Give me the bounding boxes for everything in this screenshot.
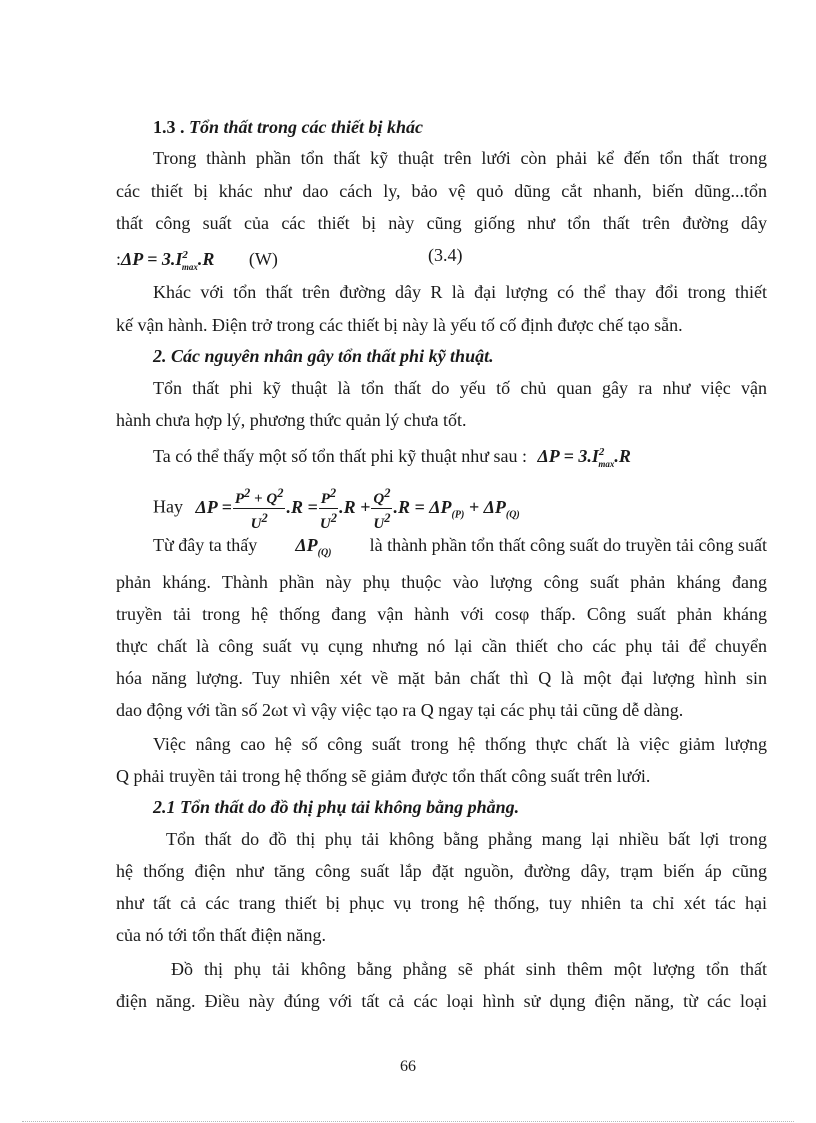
paragraph-line: kế vận hành. Điện trở trong các thiết bị này là yếu tố cố định được chế tạo sẵn.: [116, 315, 683, 335]
section-heading-2: 2. Các nguyên nhân gây tổn thất phi kỹ thuật.: [153, 346, 494, 366]
paragraph-line: của nó tới tổn thất điện năng.: [116, 925, 326, 945]
paragraph-line: Tổn thất phi kỹ thuật là tổn thất do yếu tố chủ quan gây ra như việc vận: [153, 378, 767, 398]
formula-line-3-4: [116, 244, 463, 278]
paragraph-line: truyền tải trong hệ thống đang vận hành với cosφ thấp. Công suất phản kháng: [116, 604, 767, 624]
text-segment: là thành phần tổn thất công suất do truyền tải công suất: [369, 535, 767, 555]
text-segment: Từ đây ta thấy: [153, 535, 258, 555]
paragraph-line: hệ thống điện như tăng công suất lắp đặt nguồn, đường dây, trạm biến áp cũng: [116, 861, 767, 881]
section-heading-2-1: 2.1 Tổn thất do đồ thị phụ tải không bằng phẳng.: [153, 797, 520, 817]
unit-label: (W): [248, 249, 278, 269]
paragraph-line: [153, 534, 767, 565]
paragraph-line: thực chất là công suất vụ cụng nhưng nó lại cần thiết cho các phụ tải để chuyển: [116, 636, 767, 656]
equation-number: (3.4): [428, 245, 463, 265]
formula-intro-text: Ta có thể thấy một số tổn thất phi kỹ thuật như sau :: [153, 446, 527, 466]
paragraph-line: Việc nâng cao hệ số công suất trong hệ thống thực chất là việc giảm lượng: [153, 734, 767, 754]
paragraph-line: Trong thành phần tổn thất kỹ thuật trên lưới còn phải kể đến tổn thất trong: [153, 148, 767, 168]
paragraph-line: điện năng. Điều này đúng với tất cả các loại hình sử dụng điện năng, từ các loại: [116, 991, 767, 1011]
formula-expansion: ΔP = $\frac{P^2 + Q^2}{U^2}$ .R = $\frac{P^2}{U^2}$ .R + $\frac{Q^2}{U^2}$ $.R = \Delta P_{(P)} + \Delta P_{(Q)}$: [195, 486, 520, 532]
paragraph-line: dao động với tần số 2ωt vì vậy việc tạo ra Q ngay tại các phụ tải cũng dễ dàng.: [116, 700, 684, 720]
section-title: Tổn thất trong các thiết bị khác: [189, 117, 424, 137]
colon: :: [116, 249, 122, 269]
formula-loss-power: $\Delta P = 3.I^2_{max}.R$: [537, 446, 631, 469]
paragraph-line: Đồ thị phụ tải không bằng phẳng sẽ phát sinh thêm một lượng tổn thất: [171, 959, 767, 979]
formula-intro-line: [153, 441, 631, 475]
page-number: 66: [400, 1058, 416, 1075]
paragraph-line: hóa năng lượng. Tuy nhiên xét về mặt bản chất thì Q là một đại lượng hình sin: [116, 668, 767, 688]
paragraph-line: Tổn thất do đồ thị phụ tải không bằng phẳng mang lại nhiều bất lợi trong: [166, 829, 767, 849]
paragraph-line: như tất cả các trang thiết bị phục vụ trong hệ thống, tuy nhiên ta chỉ xét tác hại: [116, 893, 767, 913]
paragraph-line: Q phải truyền tải trong hệ thống sẽ giảm được tổn thất công suất trên lưới.: [116, 766, 651, 786]
hay-label: Hay: [153, 496, 183, 517]
paragraph-line: Khác với tổn thất trên đường dây R là đại lượng có thể thay đổi trong thiết: [153, 282, 767, 302]
footer-divider: [22, 1121, 794, 1122]
paragraph-line: hành chưa hợp lý, phương thức quản lý chưa tốt.: [116, 410, 467, 430]
formula-reactive-loss: $\Delta P_{(Q)}$: [295, 535, 332, 559]
paragraph-line: các thiết bị khác như dao cách ly, bảo vệ quỏ dũng cắt nhanh, biến dũng...tổn: [116, 181, 767, 201]
section-heading-1-3: [153, 116, 423, 138]
section-number: 1.3 .: [153, 117, 189, 137]
paragraph-line: phản kháng. Thành phần này phụ thuộc vào lượng công suất phản kháng đang: [116, 572, 767, 592]
paragraph-line: thất công suất của các thiết bị này cũng giống như tổn thất trên đường dây: [116, 213, 767, 233]
formula-loss-power: $\Delta P = 3.I^2_{max}.R$: [121, 249, 215, 272]
formula-expansion-line: [153, 484, 520, 532]
